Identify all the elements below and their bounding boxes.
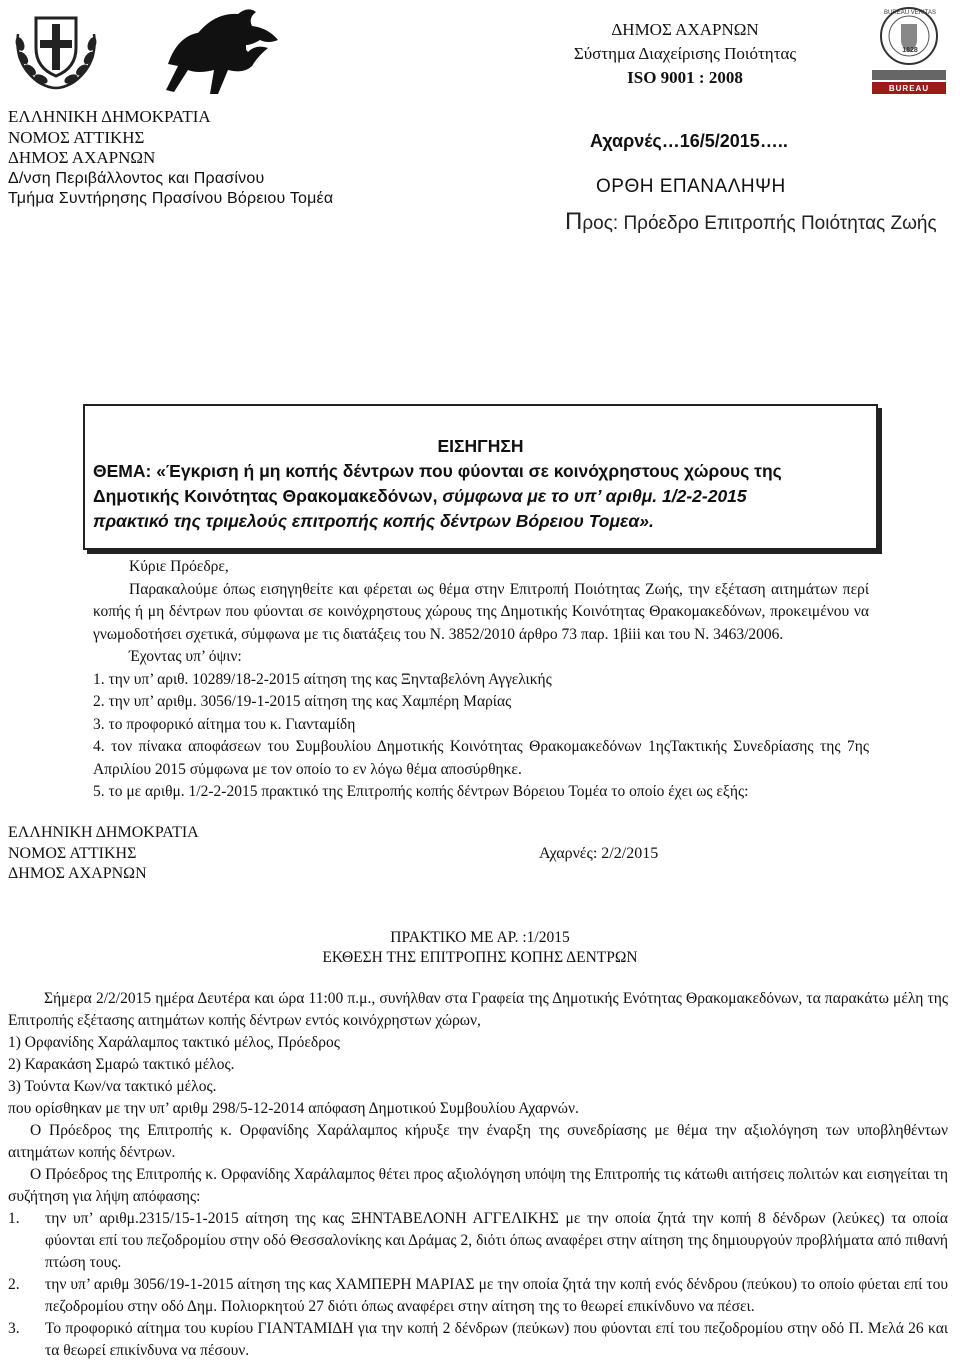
sender-header <box>8 107 458 210</box>
minutes-body <box>8 988 948 1362</box>
having-in-view: Έχοντας υπ’ όψιν: <box>129 648 242 665</box>
reference-item-2: 2. την υπ’ αριθμ. 3056/19-1-2015 αίτηση της κας Χαμπέρη Μαρίας <box>93 693 512 710</box>
subject-line-3: πρακτικό της τριμελούς επιτροπής κοπής δέντρων Βόρειου Τομεα». <box>93 511 654 531</box>
quality-system-title: Σύστημα Διαχείρισης Ποιότητας <box>573 44 797 63</box>
request-item <box>8 1318 948 1362</box>
subject-line-2-italic: σύμφωνα με το υπ’ αριθμ. 1/2-2-2015 <box>442 486 747 506</box>
salutation: Κύριε Πρόεδρε, <box>129 558 229 575</box>
horses-statue-logo <box>148 4 298 104</box>
minutes-prefecture: ΝΟΜΟΣ ΑΤΤΙΚΗΣ <box>8 844 137 862</box>
proposal-paragraph: Παρακαλούμε όπως εισηγηθείτε και φέρεται ως θέμα στην Επιτροπή Ποιότητας Ζωής, την εξέταση αιτημάτων περί κοπής ή μη δέντρων που φύονται σε κοινόχρηστους χώρους της Δημοτικής Κοινότητας Θρακομακεδόνων, προκειμένου να γνωμοδοτήσει σχετικά, σύμφωνα με τις διατάξεις του Ν. 3852/2010 άρθρο 73 παρ. 1βiii και του Ν. 3463/2006. <box>93 580 869 643</box>
sender-country: ΕΛΛΗΝΙΚΗ ΔΗΜΟΚΡΑΤΙΑ <box>8 107 211 126</box>
sender-prefecture: ΝΟΜΟΣ ΑΤΤΙΚΗΣ <box>8 127 145 147</box>
session-opening-paragraph: Ο Πρόεδρος της Επιτροπής κ. Ορφανίδης Χαράλαμπος κήρυξε την έναρξη της συνεδρίασης με θέμα την αξιολόγηση των υποβληθέντων αιτημάτων κοπής δέντρων. <box>8 1122 948 1161</box>
request-number: 3. <box>8 1320 20 1337</box>
proposal-title: ΕΙΣΗΓΗΣΗ <box>437 436 524 456</box>
minutes-municipality: ΔΗΜΟΣ ΑΧΑΡΝΩΝ <box>8 865 147 882</box>
request-number: 2. <box>8 1276 20 1293</box>
request-text: Το προφορικό αίτημα του κυρίου ΓΙΑΝΤΑΜΙΔΗ για την κοπή 2 δένδρων (πεύκων) που φύονται επί του πεζοδρομίου στην οδό Π. Μελά 26 και τα θεωρεί επικίνδυνα να πέσουν. <box>45 1320 948 1359</box>
corrected-repetition-title: ΟΡΘΗ ΕΠΑΝΑΛΗΨΗ <box>596 176 786 197</box>
recipient-name: Πρόεδρο Επιτροπής Ποιότητας Ζωής <box>623 213 937 234</box>
sender-directorate: Δ/νση Περιβάλλοντος και Πρασίνου <box>8 169 265 187</box>
reference-item-1: 1. την υπ’ αριθ. 10289/18-2-2015 αίτηση της κας Ξηνταβελόνη Αγγελικής <box>93 670 552 688</box>
member-2: 2) Καρακάση Σμαρώ τακτικό μέλος. <box>8 1056 235 1073</box>
subject-line-1: ΘΕΜΑ: «Έγκριση ή μη κοπής δέντρων που φύονται σε κοινόχρηστους χώρους της <box>93 461 782 481</box>
subject-line-2-normal: Δημοτικής Κοινότητας Θρακομακεδόνων, <box>93 486 443 506</box>
request-text: την υπ’ αριθμ.2315/15-1-2015 αίτηση της κας ΞΗΝΤΑΒΕΛΟΝΗ ΑΓΓΕΛΙΚΗΣ με την οποία ζητά την κοπή 8 δένδρων (λεύκες) τα οποία φύονται επί του πεζοδρομίου στην οδό Θεσσαλονίκης και Δράμας 2, διότι όπως αναφέρει στην αίτηση της δημιουργούν προβλήματα από πιθανή πτώση τους. <box>45 1210 948 1271</box>
bureau-veritas-ring-text: BUREAU VERITAS <box>884 10 936 16</box>
minutes-opening-paragraph: Σήμερα 2/2/2015 ημέρα Δευτέρα και ώρα 11:00 π.μ., συνήλθαν στα Γραφεία της Δημοτικής Ενότητας Θρακομακεδόνων, τα παρακάτω μέλη της Επιτροπής εξέτασης αιτημάτων κοπής δέντρων εντός κοινόχρηστων χώρων, <box>8 990 948 1029</box>
greek-coat-of-arms-logo <box>8 4 104 92</box>
recipient-label-initial: Π <box>565 208 583 235</box>
sender-department: Τμήμα Συντήρησης Πρασίνου Βόρειου Τομέα <box>8 190 334 207</box>
request-item <box>8 1208 948 1274</box>
reference-item-3: 3. το προφορικό αίτημα του κ. Γιανταμίδη <box>93 715 356 733</box>
subject-line-2 <box>93 484 868 509</box>
reference-item-4: 4. τον πίνακα αποφάσεων του Συμβουλίου Δημοτικής Κοινότητας Θρακομακεδόνων 1ηςΤακτικής Συνεδρίασης της 7ης Απριλίου 2015 σύμφωνα με τον οποίο το εν λόγω θέμα αποσύρθηκε. <box>93 738 869 778</box>
minutes-subtitle: ΕΚΘΕΣΗ ΤΗΣ ΕΠΙΤΡΟΠΗΣ ΚΟΠΗΣ ΔΕΝΤΡΩΝ <box>322 949 638 966</box>
request-item <box>8 1274 948 1318</box>
sender-municipality: ΔΗΜΟΣ ΑΧΑΡΝΩΝ <box>8 148 156 167</box>
recipient-label-rest: ρος: <box>582 213 619 234</box>
evaluation-paragraph: Ο Πρόεδρος της Επιτροπής κ. Ορφανίδης Χαράλαμπος θέτει προς αξιολόγηση υπόψη της Επιτροπής τις κάτωθι αιτήσεις πολιτών και εισηγείται τη συζήτηση για λήψη απόφασης: <box>8 1166 948 1205</box>
request-text: την υπ’ αριθμ 3056/19-1-2015 αίτηση της κας ΧΑΜΠΕΡΗ ΜΑΡΙΑΣ με την οποία ζητά την κοπή ενός δένδρου (πεύκου) το οποίο φύεται επί του πεζοδρομίου στην οδό Δημ. Πολιορκητού 27 διότι όπως αναφέρει στην αίτηση της το θεωρεί επικίνδυνο να πέσει. <box>45 1276 948 1315</box>
recipient-line <box>565 208 937 236</box>
bureau-veritas-label: BUREAU VERITAS <box>888 84 930 102</box>
member-3: 3) Τούντα Κων/να τακτικό μέλος. <box>8 1078 217 1095</box>
minutes-date: Αχαρνές: 2/2/2015 <box>539 844 659 862</box>
appointment-paragraph: που ορίσθηκαν με την υπ’ αριθμ 298/5-12-2014 απόφαση Δημοτικού Συμβουλίου Αχαρνών. <box>8 1100 579 1117</box>
reference-item-5: 5. το με αριθμ. 1/2-2-2015 πρακτικό της Επιτροπής κοπής δέντρων Βόρειου Τομέα το οποίο έχει ως εξής: <box>93 783 749 800</box>
minutes-title: ΠΡΑΚΤΙΚΟ ΜΕ ΑΡ. :1/2015 <box>390 929 570 946</box>
quality-system-header <box>540 18 830 90</box>
municipality-title: ΔΗΜΟΣ ΑΧΑΡΝΩΝ <box>611 20 759 39</box>
proposal-subject-box <box>83 404 878 550</box>
member-1: 1) Ορφανίδης Χαράλαμπος τακτικό μέλος, Πρόεδρος <box>8 1034 340 1051</box>
request-number: 1. <box>8 1210 20 1227</box>
document-date: Αχαρνές…16/5/2015….. <box>590 131 788 151</box>
bureau-veritas-year: 1828 <box>902 47 918 54</box>
minutes-title-block <box>0 928 960 968</box>
proposal-body <box>93 556 869 804</box>
minutes-country: ΕΛΛΗΝΙΚΗ ΔΗΜΟΚΡΑΤΙΑ <box>8 824 199 841</box>
iso-standard: ISO 9001 : 2008 <box>627 68 743 87</box>
minutes-header <box>8 823 948 885</box>
